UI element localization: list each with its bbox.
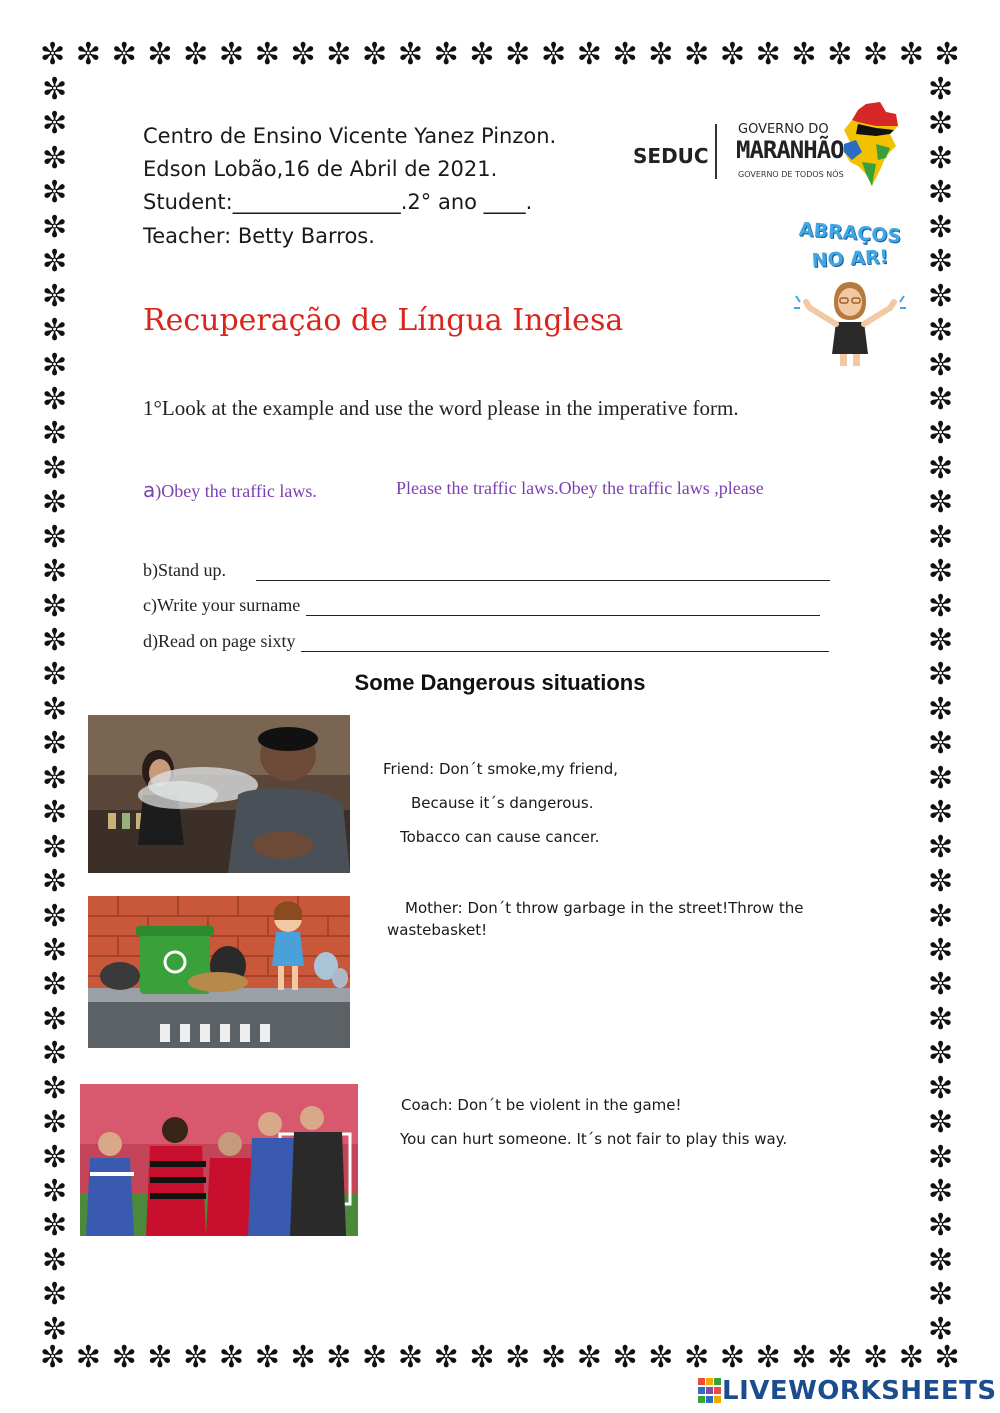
border-asterisk-icon: ✼ — [40, 37, 66, 72]
smoking-photo — [88, 715, 350, 873]
border-asterisk-icon: ✼ — [290, 37, 316, 72]
seduc-logo — [630, 100, 900, 190]
border-asterisk-icon: ✼ — [898, 37, 924, 72]
border-asterisk-icon: ✼ — [469, 37, 495, 72]
border-asterisk-icon: ✼ — [42, 519, 68, 555]
section-title: Some Dangerous situations — [354, 670, 646, 695]
gov-line2: MARANHÃO — [736, 136, 844, 164]
border-asterisk-icon: ✼ — [42, 313, 68, 349]
exercise-d — [143, 631, 829, 652]
border-asterisk-icon: ✼ — [42, 1311, 68, 1347]
border-asterisk-icon: ✼ — [42, 1001, 68, 1037]
border-asterisk-icon: ✼ — [934, 37, 960, 72]
border-asterisk-icon: ✼ — [42, 244, 68, 280]
border-asterisk-icon: ✼ — [42, 932, 68, 968]
border-asterisk-icon: ✼ — [42, 72, 68, 107]
situation-1-line-3: Tobacco can cause cancer. — [400, 828, 600, 846]
maranhao-map-icon — [836, 100, 900, 188]
border-asterisk-icon: ✼ — [928, 967, 954, 1003]
border-asterisk-icon: ✼ — [326, 1340, 352, 1375]
border-asterisk-icon: ✼ — [928, 657, 954, 693]
border-asterisk-icon: ✼ — [469, 1340, 495, 1375]
date-line: Edson Lobão,16 de Abril de 2021. — [143, 157, 498, 181]
border-asterisk-icon: ✼ — [684, 1340, 710, 1375]
border-asterisk-icon: ✼ — [928, 140, 954, 176]
border-asterisk-icon: ✼ — [290, 1340, 316, 1375]
football-fight-photo — [80, 1084, 358, 1236]
border-asterisk-icon: ✼ — [928, 760, 954, 796]
border-asterisk-icon: ✼ — [928, 244, 954, 280]
school-name: Centro de Ensino Vicente Yanez Pinzon. — [143, 124, 557, 148]
border-asterisk-icon: ✼ — [397, 37, 423, 72]
border-asterisk-icon: ✼ — [928, 829, 954, 865]
border-asterisk-icon: ✼ — [42, 864, 68, 900]
border-asterisk-icon: ✼ — [42, 278, 68, 314]
border-asterisk-icon: ✼ — [362, 37, 388, 72]
exercise-d-label: d)Read on page sixty — [143, 631, 296, 651]
border-asterisk-icon: ✼ — [42, 140, 68, 176]
exercise-b — [143, 560, 830, 581]
border-asterisk-icon: ✼ — [42, 450, 68, 486]
garbage-illustration — [88, 896, 350, 1048]
football-scene-icon — [80, 1084, 358, 1236]
border-asterisk-icon: ✼ — [648, 1340, 674, 1375]
border-asterisk-icon: ✼ — [147, 37, 173, 72]
border-asterisk-icon: ✼ — [42, 691, 68, 727]
border-asterisk-icon: ✼ — [397, 1340, 423, 1375]
border-asterisk-icon: ✼ — [42, 1036, 68, 1072]
border-asterisk-icon: ✼ — [862, 37, 889, 72]
situation-2-line-2: wastebasket! — [387, 921, 488, 939]
border-asterisk-icon: ✼ — [928, 175, 954, 211]
border-asterisk-icon: ✼ — [42, 1242, 68, 1278]
border-asterisk-icon: ✼ — [928, 1242, 954, 1278]
border-asterisk-icon: ✼ — [928, 1036, 954, 1072]
border-asterisk-icon: ✼ — [42, 485, 68, 521]
border-asterisk-icon: ✼ — [928, 726, 954, 762]
border-asterisk-icon: ✼ — [928, 691, 954, 727]
border-asterisk-icon: ✼ — [540, 37, 567, 72]
exercise-b-answer-line[interactable] — [256, 562, 830, 581]
border-asterisk-icon: ✼ — [42, 106, 68, 142]
border-asterisk-icon: ✼ — [42, 1208, 68, 1244]
exercise-b-label: b)Stand up. — [143, 560, 226, 580]
border-asterisk-icon: ✼ — [928, 106, 954, 142]
border-asterisk-icon: ✼ — [183, 1340, 209, 1375]
example-answer: Please the traffic laws.Obey the traffic laws ,please — [396, 478, 764, 498]
border-asterisk-icon: ✼ — [75, 1340, 101, 1375]
border-asterisk-icon: ✼ — [934, 1340, 960, 1375]
border-asterisk-icon: ✼ — [42, 726, 68, 762]
situation-1-line-1: Friend: Don´t smoke,my friend, — [383, 760, 618, 778]
border-asterisk-icon: ✼ — [928, 554, 954, 590]
border-asterisk-icon: ✼ — [42, 657, 68, 693]
border-asterisk-icon: ✼ — [928, 898, 954, 934]
border-asterisk-icon: ✼ — [755, 37, 781, 72]
border-asterisk-icon: ✼ — [928, 588, 954, 624]
border-asterisk-icon: ✼ — [147, 1340, 173, 1375]
border-asterisk-icon: ✼ — [928, 519, 954, 555]
border-asterisk-icon: ✼ — [928, 347, 954, 383]
border-asterisk-icon: ✼ — [827, 37, 853, 72]
border-asterisk-icon: ✼ — [648, 37, 674, 72]
garbage-scene-icon — [88, 896, 350, 1048]
border-asterisk-icon: ✼ — [505, 1340, 531, 1375]
border-asterisk-icon: ✼ — [254, 1340, 280, 1375]
border-asterisk-icon: ✼ — [719, 37, 745, 72]
border-asterisk-icon: ✼ — [42, 588, 68, 624]
border-asterisk-icon: ✼ — [42, 829, 68, 865]
situation-3-line-1: Coach: Don´t be violent in the game! — [401, 1096, 682, 1114]
student-line: Student:________________.2° ano ____. — [143, 190, 533, 214]
border-asterisk-icon: ✼ — [218, 37, 245, 72]
border-asterisk-icon: ✼ — [254, 37, 280, 72]
border-asterisk-icon: ✼ — [42, 209, 68, 245]
border-asterisk-icon: ✼ — [42, 795, 68, 831]
border-asterisk-icon: ✼ — [928, 1208, 954, 1244]
border-asterisk-icon: ✼ — [928, 932, 954, 968]
border-left — [42, 72, 68, 1347]
seduc-label: SEDUC — [633, 144, 709, 168]
border-asterisk-icon: ✼ — [612, 1340, 638, 1375]
border-asterisk-icon: ✼ — [928, 1311, 954, 1347]
question-1: 1°Look at the example and use the word please in the imperative form. — [143, 396, 739, 420]
border-asterisk-icon: ✼ — [42, 623, 68, 658]
border-asterisk-icon: ✼ — [576, 37, 602, 72]
border-asterisk-icon: ✼ — [42, 175, 68, 211]
border-asterisk-icon: ✼ — [433, 37, 459, 72]
border-asterisk-icon: ✼ — [928, 72, 954, 107]
border-asterisk-icon: ✼ — [928, 416, 954, 452]
border-asterisk-icon: ✼ — [928, 1277, 954, 1313]
border-asterisk-icon: ✼ — [505, 37, 531, 72]
border-asterisk-icon: ✼ — [928, 313, 954, 349]
border-asterisk-icon: ✼ — [75, 37, 101, 72]
example-text: )Obey the traffic laws. — [155, 481, 317, 501]
border-asterisk-icon: ✼ — [827, 1340, 853, 1375]
border-asterisk-icon: ✼ — [928, 864, 954, 900]
border-asterisk-icon: ✼ — [42, 1070, 68, 1106]
situation-2-line-1: Mother: Don´t throw garbage in the street!Throw the — [405, 899, 804, 917]
teacher-avatar-icon — [790, 274, 910, 370]
border-asterisk-icon: ✼ — [576, 1340, 602, 1375]
border-asterisk-icon: ✼ — [928, 278, 954, 314]
border-asterisk-icon: ✼ — [326, 37, 352, 72]
border-asterisk-icon: ✼ — [928, 1070, 954, 1106]
border-asterisk-icon: ✼ — [612, 37, 638, 72]
border-asterisk-icon: ✼ — [928, 381, 954, 417]
border-asterisk-icon: ✼ — [42, 1277, 68, 1313]
situation-3-line-2: You can hurt someone. It´s not fair to play this way. — [400, 1130, 788, 1148]
border-asterisk-icon: ✼ — [40, 1340, 66, 1375]
border-asterisk-icon: ✼ — [684, 37, 710, 72]
border-asterisk-icon: ✼ — [540, 1340, 567, 1375]
border-asterisk-icon: ✼ — [42, 760, 68, 796]
liveworksheets-logo-icon — [698, 1378, 722, 1404]
gov-line3: GOVERNO DE TODOS NÓS — [738, 170, 844, 179]
border-asterisk-icon: ✼ — [42, 381, 68, 417]
border-asterisk-icon: ✼ — [362, 1340, 388, 1375]
page-title: Recuperação de Língua Inglesa — [143, 303, 624, 338]
border-asterisk-icon: ✼ — [42, 1139, 68, 1175]
border-asterisk-icon: ✼ — [719, 1340, 745, 1375]
border-asterisk-icon: ✼ — [928, 1139, 954, 1175]
border-asterisk-icon: ✼ — [928, 623, 954, 658]
border-asterisk-icon: ✼ — [791, 1340, 817, 1375]
border-asterisk-icon: ✼ — [862, 1340, 889, 1375]
sticker-line2: NO AR! — [811, 246, 889, 272]
border-asterisk-icon: ✼ — [928, 1105, 954, 1141]
border-right — [928, 72, 954, 1347]
smoking-scene-icon — [88, 715, 350, 873]
watermark-text: LIVEWORKSHEETS — [722, 1376, 997, 1406]
border-asterisk-icon: ✼ — [433, 1340, 459, 1375]
border-bottom — [40, 1340, 960, 1375]
border-asterisk-icon: ✼ — [791, 37, 817, 72]
exercise-c-label: c)Write your surname — [143, 595, 301, 615]
border-asterisk-icon: ✼ — [928, 209, 954, 245]
situation-1-line-2: Because it´s dangerous. — [411, 794, 594, 812]
example-letter: a — [143, 478, 156, 502]
border-asterisk-icon: ✼ — [111, 37, 137, 72]
exercise-c — [143, 595, 820, 616]
border-asterisk-icon: ✼ — [42, 898, 68, 934]
abracos-sticker — [790, 218, 910, 370]
border-asterisk-icon: ✼ — [111, 1340, 137, 1375]
border-asterisk-icon: ✼ — [42, 1105, 68, 1141]
border-asterisk-icon: ✼ — [42, 967, 68, 1003]
example-sentence — [143, 478, 317, 502]
border-asterisk-icon: ✼ — [183, 37, 209, 72]
border-asterisk-icon: ✼ — [42, 416, 68, 452]
border-asterisk-icon: ✼ — [42, 347, 68, 383]
teacher-line: Teacher: Betty Barros. — [143, 224, 375, 248]
logo-divider — [715, 124, 717, 179]
border-asterisk-icon: ✼ — [928, 485, 954, 521]
border-asterisk-icon: ✼ — [755, 1340, 781, 1375]
border-asterisk-icon: ✼ — [42, 1174, 68, 1209]
border-asterisk-icon: ✼ — [928, 1174, 954, 1209]
exercise-d-answer-line[interactable] — [301, 633, 829, 652]
exercise-c-answer-line[interactable] — [306, 597, 820, 616]
border-asterisk-icon: ✼ — [928, 1001, 954, 1037]
border-asterisk-icon: ✼ — [898, 1340, 924, 1375]
border-asterisk-icon: ✼ — [928, 795, 954, 831]
sticker-line1: ABRAÇOS — [798, 218, 902, 248]
border-top — [40, 37, 960, 72]
border-asterisk-icon: ✼ — [218, 1340, 245, 1375]
gov-line1: GOVERNO DO — [738, 122, 829, 137]
border-asterisk-icon: ✼ — [928, 450, 954, 486]
border-asterisk-icon: ✼ — [42, 554, 68, 590]
